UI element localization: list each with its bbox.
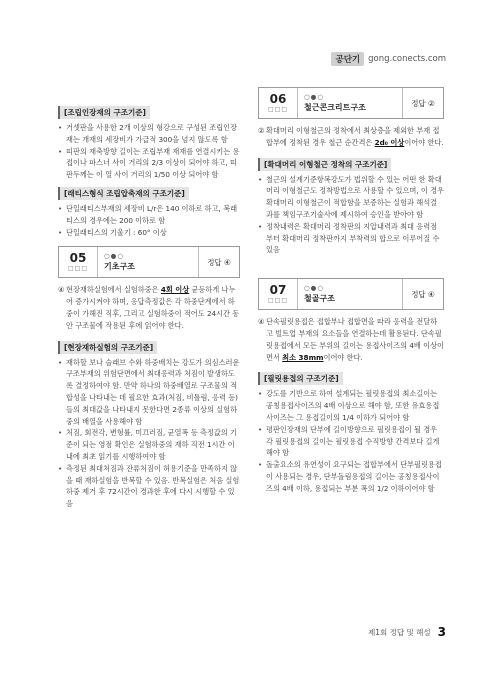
- emphasis-text: 2d₀ 이상: [374, 137, 405, 147]
- answer-label: 정답 ④: [402, 279, 443, 309]
- question-topic: 기초구조: [104, 262, 135, 272]
- bullet-list: [58, 357, 240, 510]
- list-item: • 단일래티스부재의 세장비 L/r은 140 이하로 하고, 복래티스의 경우에는 200 이하로 함: [58, 203, 240, 227]
- page-footer: [368, 625, 446, 639]
- section-heading: [조립인장재의 구조기준]: [58, 106, 150, 119]
- section-heading: [현장재하실험의 구조기준]: [58, 341, 157, 354]
- section-heading: [래티스형식 조립압축재의 구조기준]: [58, 187, 189, 200]
- section-heading: [확대머리 이형철근 정착의 구조기준]: [258, 158, 391, 171]
- list-item: • 강도를 기반으로 하여 설계되는 필릿용접의 최소길이는 공칭용접사이즈의 4배 이상으로 해야 함, 또한 유효용접사이즈는 그 용접길이의 1/4 이하가 되어야 함: [258, 388, 444, 423]
- question-number-box: [59, 247, 98, 277]
- question-number: 06: [269, 92, 287, 106]
- answer-marker: ④: [258, 317, 265, 327]
- header-brand: [331, 52, 446, 66]
- list-item: • 측정된 최대처짐과 잔류처짐이 허용기준을 만족하지 않을 때 재하실험을 반복할 수 있음. 반복실험은 처음 실험하중 제거 후 72시간이 경과한 후에 다시 시행할 수 있음: [58, 463, 240, 510]
- answer-label: 정답 ②: [402, 88, 443, 118]
- checkbox-squares: □□□: [267, 106, 288, 113]
- list-item: • 철근의 설계기준항복강도가 법위할 수 있는 어떤 한 확대머리 이형철근도 정착방법으로 사용할 수 있으며, 이 경우 확대머리 이형철근이 적합함을 보증하는 실험과 해석결과를 책임구조기술사에 제시하여 승인을 받아야 함: [258, 174, 444, 221]
- emphasis-text: 최소 38mm: [282, 352, 324, 362]
- explanation-paragraph: ④ 단속필릿용접은 접합부나 접합면을 따라 응력을 전달하고 빌트업 부재의 요소들을 연결하는데 활용된다. 단속필릿용접에서 모든 부위의 길이는 용접사이즈의 4배 이상이면서 최소 38mm이어야 한다.: [258, 317, 444, 362]
- page-number: 3: [437, 625, 446, 639]
- question-header-07: [258, 278, 444, 310]
- question-number-box: [259, 279, 298, 309]
- list-item: • 단일래티스의 기울기 : 60° 이상: [58, 227, 240, 239]
- checkbox-squares: □□□: [67, 265, 88, 273]
- list-item: • 처짐, 회전각, 변형률, 미끄러짐, 균열폭 등 측정값의 기준이 되는 영점 확인은 실험하중의 재하 직전 1시간 이내에 최초 읽기를 시행하여야 함: [58, 427, 240, 462]
- brand-url[interactable]: gong.conects.com: [368, 54, 446, 64]
- list-item: • 정착내력은 확대머리 정착판의 지압내력과 최대 응력점부터 확대머리 정착판까지 부착력의 합으로 이루어질 수 있음: [258, 221, 444, 256]
- question-header-05: [58, 246, 240, 278]
- question-topic: 철골구조: [304, 294, 335, 304]
- difficulty-circles: ○●○: [304, 93, 325, 101]
- list-item: • 띠판의 재축방향 길이는 조립부재 재재를 연결시키는 용접이나 파스너 사이 거리의 2/3 이상이 되어야 하고, 띠판두께는 이 열 사이 거리의 1/50 이상 되어야 함: [58, 146, 240, 181]
- list-item: • 거셋판을 사용한 2개 이상의 형강으로 구성된 조립인장재는 개재의 세장비가 가급적 300을 넘지 않도록 함: [58, 122, 240, 146]
- emphasis-text: 4회 이상: [160, 285, 190, 295]
- bullet-list: [258, 174, 444, 257]
- bullet-list: [58, 122, 240, 181]
- explanation-paragraph: ④ 현장재하실험에서 실험하중은 4회 이상 균등하게 나누어 증가시켜야 하며, 응답측정값은 각 하중단계에서 하중이 가해진 직후, 그리고 실험하중이 적어도 24시간 동안 구조물에 작용된 후에 읽어야 한다.: [58, 285, 240, 330]
- list-item: • 재하할 보나 슬래브 수와 하중배치는 강도가 의심스러운 구조부재의 위험단면에서 최대응력과 처짐이 발생하도록 결정하여야 함. 만약 하나의 하중배열로 구조물의 적합성을 나타내는 데 필요한 효과(처짐, 비틀림, 응력 등)들의 최대값을 나타내지 못한다면 2종류 이상의 실험하중의 배열을 사용해야 함: [58, 357, 240, 428]
- brand-tag: 공단기: [331, 52, 364, 66]
- right-column: [258, 85, 444, 495]
- footer-text: 제1회 정답 및 해설: [368, 627, 431, 637]
- question-header-06: [258, 87, 444, 119]
- explanation-paragraph: ② 확대머리 이형철근의 정착에서 최상층을 제외한 부재 접합부에 정착된 경우 철근 순간격은 2d₀ 이상이어야 한다.: [258, 126, 444, 147]
- question-topic: 철근콘크리트구조: [304, 103, 366, 112]
- left-column: [58, 100, 240, 510]
- difficulty-circles: ○●○: [104, 252, 125, 261]
- list-item: • 평판인장재의 단부에 길이방향으로 필릿용접이 될 경우 각 필릿용접의 길이는 필릿용접 수직방향 간격보다 길게 해야 함: [258, 424, 444, 459]
- bullet-list: [258, 388, 444, 494]
- answer-marker: ②: [258, 126, 265, 135]
- checkbox-squares: □□□: [267, 297, 288, 305]
- bullet-list: [58, 203, 240, 238]
- difficulty-circles: ○●○: [304, 284, 325, 293]
- list-item: • 돌출요소의 유연성이 요구되는 접합부에서 단부필릿용접이 사용되는 경우, 단부돌림용접의 길이는 공칭용접사이즈의 4배 이하, 용접되는 부분 폭의 1/2 이하이어야 함: [258, 459, 444, 494]
- question-number: 07: [269, 283, 287, 298]
- answer-marker: ④: [58, 285, 65, 295]
- question-number-box: [259, 88, 298, 118]
- section-heading: [필릿용접의 구조기준]: [258, 372, 343, 385]
- answer-label: 정답 ④: [198, 247, 239, 277]
- question-number: 05: [69, 251, 87, 266]
